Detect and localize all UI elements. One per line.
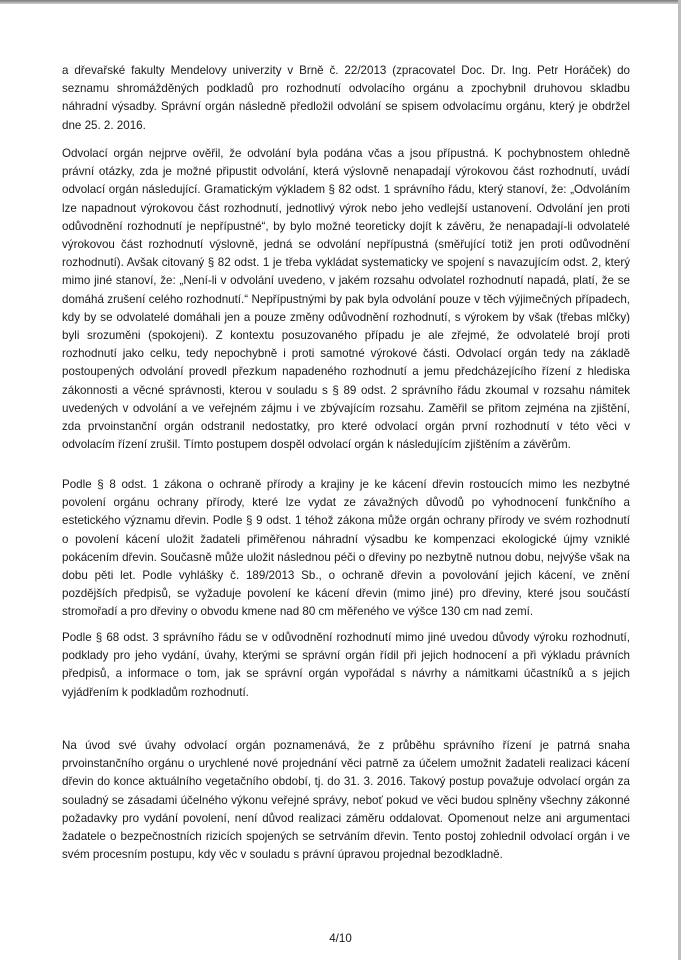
paragraph-reasoning-requirements <box>62 629 630 702</box>
scan-edge-top <box>0 0 681 4</box>
paragraph-text: Na úvod své úvahy odvolací orgán poznamenává, že z průběhu správního řízení je patrná snaha prvoinstančního orgánu o urychlené nové projednání věci patrně za účelem umožnit žadateli realizaci kácení dřevin do konce aktuálního vegetačního období, tj. do 31. 3. 2016. Takový postup považuje odvolací orgán za souladný se zásadami účelného výkonu veřejné správy, neboť pokud ve věci budou splněny všechny zákonné požadavky pro vydání povolení, není důvod realizaci záměru oddalovat. Opomenout nelze ani argumentaci žadatele o bezpečnostních rizicích spojených se setrváním dřevin. Tento postoj zohlednil odvolací orgán i ve svém procesním postupu, kdy věc v souladu s právní úpravou projednal bezodkladně. <box>62 739 630 862</box>
paragraph-admissibility <box>62 145 630 454</box>
paragraph-text: Podle § 8 odst. 1 zákona o ochraně přírody a krajiny je ke kácení dřevin rostoucích mimo les nezbytné povolení orgánu ochrany přírody, které lze vydat ze závažných důvodů po vyhodnocení funkčního a estetického významu dřevin. Podle § 9 odst. 1 téhož zákona může orgán ochrany přírody ve svém rozhodnutí o povolení kácení uložit žadateli přiměřenou náhradní výsadbu ke kompenzaci ekologické újmy vzniklé pokácením dřevin. Současně může uložit následnou péči o dřeviny po nezbytně nutnou dobu, nejvýše však na dobu pěti let. Podle vyhlášky č. 189/2013 Sb., o ochraně dřevin a povolování jejich kácení, ve znění pozdějších předpisů, se vyžaduje povolení ke kácení dřevin (mimo jiné) pro dřeviny, které jsou součástí stromořadí a pro dřeviny o obvodu kmene nad 80 cm měřeného ve výšce 130 cm nad zemí. <box>62 478 630 619</box>
paragraph-intro <box>62 62 630 135</box>
paragraph-text: Podle § 68 odst. 3 správního řádu se v odůvodnění rozhodnutí mimo jiné uvedou důvody výroku rozhodnutí, podklady pro jeho vydání, úvahy, kterými se správní orgán řídil při jejich hodnocení a při výkladu právních předpisů, a informace o tom, jak se správní orgán vypořádal s návrhy a námitkami účastníků a s jejich vyjádřením k podkladům rozhodnutí. <box>62 631 630 699</box>
paragraph-text: a dřevařské fakulty Mendelovy univerzity v Brně č. 22/2013 (zpracovatel Doc. Dr. Ing. Petr Horáček) do seznamu shromážděných podkladů pro rozhodnutí odvolacího orgánu a zpochybnil druhovou skladbu náhradní výsadby. Správní orgán následně předložil odvolání se spisem odvolacímu orgánu, který je obdržel dne 25. 2. 2016. <box>62 64 630 132</box>
paragraph-text: Odvolací orgán nejprve ověřil, že odvolání byla podána včas a jsou přípustná. K pochybnostem ohledně právní otázky, zda je možné připustit odvolání, která výslovně nenapadají výrokovou část rozhodnutí, uvádí odvolací orgán následující. Gramatickým výkladem § 82 odst. 1 správního řádu, který stanoví, že: „Odvoláním lze napadnout výrokovou část rozhodnutí, jednotlivý výrok nebo jeho vedlejší ustanovení. Odvolání jen proti odůvodnění rozhodnutí je nepřípustné“, by bylo možné teoreticky dojít k závěru, že nenapadají-li odvolatelé výrokovou část rozhodnutí výslovně, jedná se odvolání nepřípustná (směřující totiž jen proti odůvodnění rozhodnutí). Avšak citovaný § 82 odst. 1 je třeba vykládat systematicky ve spojení s navazujícím odst. 2, který mimo jiné stanoví, že: „Není-li v odvolání uvedeno, v jakém rozsahu odvolatel rozhodnutí napadá, platí, že se domáhá zrušení celého rozhodnutí.“ Nepřípustnými by pak byla odvolání pouze v těch výjimečných případech, kdy by se odvolatelé domáhali jen a pouze změny odůvodnění rozhodnutí, s výrokem by však (třebas mlčky) byli srozuměni (spokojeni). Z kontextu posuzovaného případu je ale zřejmé, že odvolatelé brojí proti rozhodnutí jako celku, tedy nepochybně i proti samotné výrokové části. Odvolací orgán tedy na základě postoupených odvolání provedl přezkum napadeného rozhodnutí a jemu předcházejícího řízení z hlediska zákonnosti a věcné správnosti, kterou v souladu s § 89 odst. 2 správního řádu zkoumal v rozsahu námitek uvedených v odvolání a ve veřejném zájmu i ve zbývajícím rozsahu. Zaměřil se přitom zejména na zjištění, zda prvoinstanční orgán odstranil nedostatky, pro které odvolací orgán první rozhodnutí v této věci v odvolacím řízení zrušil. Tímto postupem dospěl odvolací orgán k následujícím zjištěním a závěrům. <box>62 147 630 452</box>
page-number: 4/10 <box>329 932 352 945</box>
paragraph-appellate-considerations <box>62 737 630 864</box>
paragraph-legal-basis <box>62 476 630 622</box>
